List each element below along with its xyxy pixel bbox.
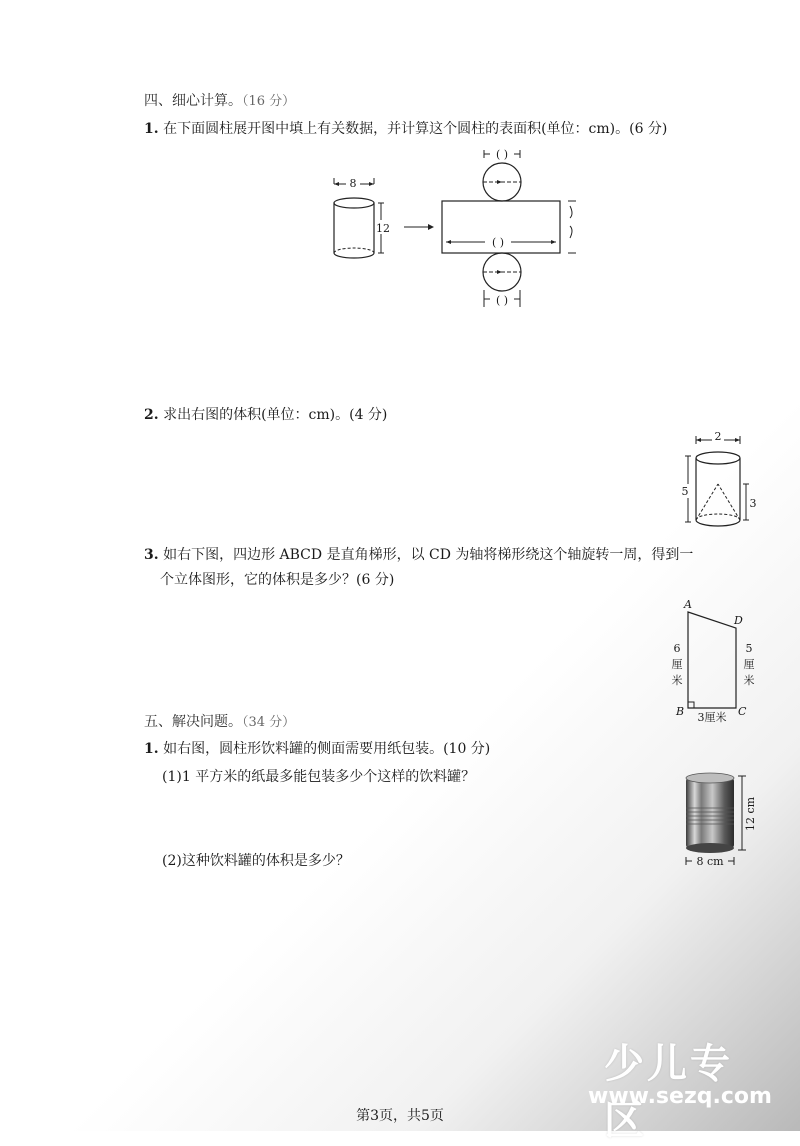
rect-length-blank: ( ) [491, 236, 505, 249]
side-cd-unit-2: 米 [743, 674, 755, 687]
question-text: 求出右图的体积(单位：cm)。(4 分) [163, 407, 388, 423]
bottom-circle-blank: ( ) [495, 294, 509, 307]
cylinder-height-label: 12 [376, 222, 390, 235]
question-4-3-line2 [160, 571, 394, 589]
question-number: 2. [144, 407, 159, 423]
vertex-d-label: D [734, 614, 743, 627]
side-cd-length: 5 [745, 642, 753, 655]
cylinder-diameter-label: 8 [349, 177, 357, 190]
cone-height-label: 3 [749, 497, 757, 510]
can-height-label: 12 cm [744, 796, 757, 832]
cylinder-cone-figure [676, 428, 766, 528]
side-bc-label: 3厘米 [697, 711, 727, 724]
question-4-1 [144, 120, 667, 138]
sub-question-text: (1)1 平方米的纸最多能包装多少个这样的饮料罐？ [162, 769, 476, 785]
section-four-score: （16 分） [242, 94, 296, 109]
side-cd-unit-1: 厘 [743, 658, 755, 671]
section-five-score: （34 分） [242, 715, 296, 730]
question-4-3-line1 [144, 546, 693, 564]
cylinder-drawing [334, 177, 391, 258]
question-5-1-sub1 [162, 768, 475, 786]
trapezoid-figure [668, 594, 768, 724]
vertex-b-label: B [676, 705, 685, 718]
question-text-line1: 如右下图，四边形 ABCD 是直角梯形，以 CD 为轴将梯形绕这个轴旋转一周，得到一 [163, 547, 694, 563]
cylinder-net-figure [320, 140, 600, 315]
question-number: 1. [144, 741, 159, 757]
right-arrow [404, 224, 434, 230]
section-five-heading [144, 713, 295, 732]
question-text-line2: 个立体图形，它的体积是多少？(6 分) [160, 572, 395, 588]
watermark-title: 少儿专区 [604, 1041, 733, 1144]
watermark-url: www.sezq.com [588, 1084, 772, 1109]
sub-question-text: (2)这种饮料罐的体积是多少？ [162, 853, 350, 869]
beverage-can-figure [678, 770, 778, 870]
top-circle-blank: ( ) [495, 148, 509, 161]
side-ab-length: 6 [673, 642, 681, 655]
net-drawing [442, 146, 576, 307]
question-5-1 [144, 740, 490, 758]
vertex-c-label: C [738, 705, 747, 718]
can-photo [686, 773, 734, 853]
side-ab-unit-1: 厘 [671, 658, 683, 671]
vertex-a-label: A [684, 598, 692, 611]
question-text: 如右图，圆柱形饮料罐的侧面需要用纸包装。(10 分) [163, 741, 491, 757]
question-5-1-sub2 [162, 852, 350, 870]
can-diameter-label: 8 cm [696, 855, 724, 868]
side-ab-unit-2: 米 [671, 674, 683, 687]
section-four-heading [144, 92, 295, 111]
section-four-title: 四、细心计算。 [144, 93, 242, 109]
question-number: 1. [144, 121, 159, 137]
cylinder-height-label: 5 [681, 485, 689, 498]
question-4-2 [144, 406, 387, 424]
question-number: 3. [144, 547, 159, 563]
page-footer: 第3页，共5页 [356, 1108, 444, 1124]
question-text: 在下面圆柱展开图中填上有关数据，并计算这个圆柱的表面积(单位：cm)。(6 分) [163, 121, 668, 137]
section-five-title: 五、解决问题。 [144, 714, 242, 730]
diameter-label: 2 [714, 430, 722, 443]
